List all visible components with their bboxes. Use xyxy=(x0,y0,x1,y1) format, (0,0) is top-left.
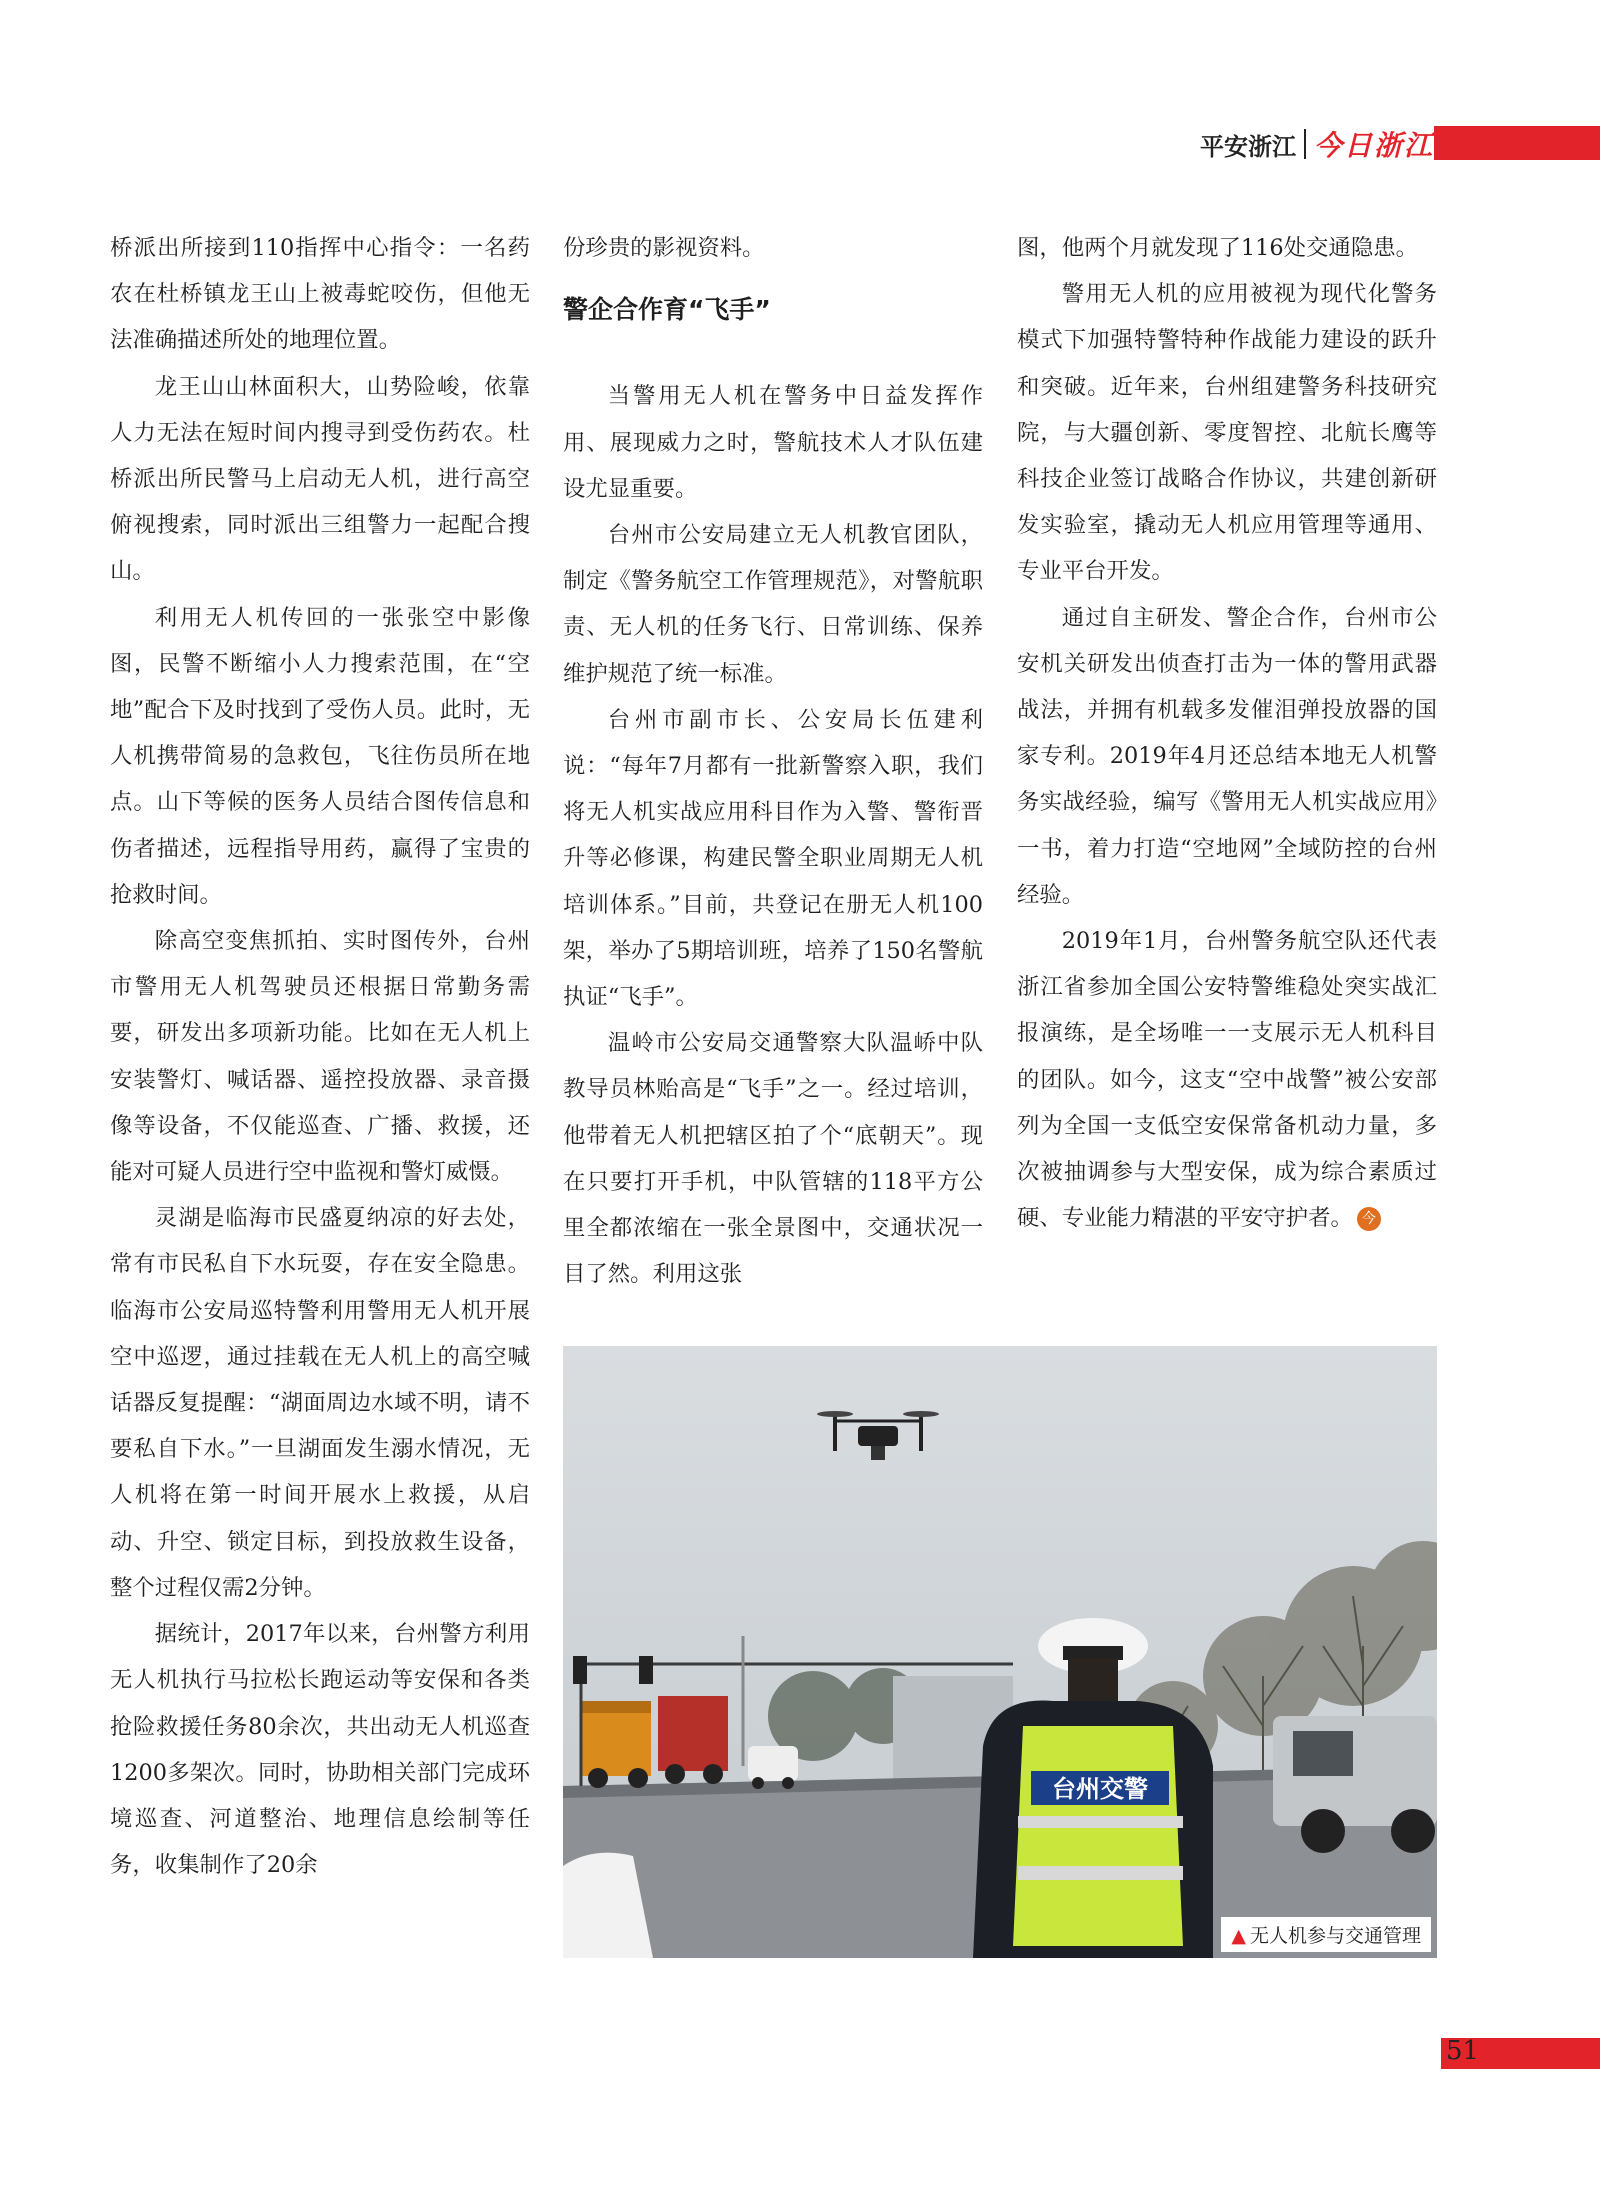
photo-caption xyxy=(1221,1917,1431,1952)
photo-drone-traffic xyxy=(563,1346,1437,1958)
paragraph: 利用无人机传回的一张张空中影像图，民警不断缩小人力搜索范围，在“空地”配合下及时找到了受伤人员。此时，无人机携带简易的急救包，飞往伤员所在地点。山下等候的医务人员结合图传信息和伤者描述，远程指导用药，赢得了宝贵的抢救时间。 xyxy=(110,604,530,908)
section-label: 平安浙江 xyxy=(1200,132,1296,161)
paragraph: 警用无人机的应用被视为现代化警务模式下加强特警特种作战能力建设的跃升和突破。近年来，台州组建警务科技研究院，与大疆创新、零度智控、北航长鹰等科技企业签订战略合作协议，共建创新研发实验室，撬动无人机应用管理等通用、专业平台开发。 xyxy=(1017,281,1437,585)
column-1 xyxy=(110,225,530,1888)
photo-illustration xyxy=(563,1346,1437,1958)
magazine-logo: 今日浙江 xyxy=(1314,129,1435,162)
vest-label: 台州交警 xyxy=(1052,1775,1148,1803)
paragraph: 当警用无人机在警务中日益发挥作用、展现威力之时，警航技术人才队伍建设尤显重要。 xyxy=(563,383,983,502)
caption-text: 无人机参与交通管理 xyxy=(1249,1925,1421,1947)
truck xyxy=(658,1696,728,1784)
header-accent-bar xyxy=(1434,126,1600,160)
column-3 xyxy=(1017,225,1437,1241)
section-heading: 警企合作育“飞手” xyxy=(563,295,771,325)
paragraph: 图，他两个月就发现了116处交通隐患。 xyxy=(1017,235,1418,261)
page-header xyxy=(1200,124,1434,164)
end-mark-icon: 今 xyxy=(1357,1207,1381,1231)
paragraph: 龙王山山林面积大，山势险峻，依靠人力无法在短时间内搜寻到受伤药农。杜桥派出所民警马上启动无人机，进行高空俯视搜索，同时派出三组警力一起配合搜山。 xyxy=(110,373,530,585)
column-2 xyxy=(563,225,983,1297)
paragraph: 桥派出所接到110指挥中心指令：一名药农在杜桥镇龙王山上被毒蛇咬伤，但他无法准确描述所处的地理位置。 xyxy=(110,235,530,354)
paragraph: 通过自主研发、警企合作，台州市公安机关研发出侦查打击为一体的警用武器战法，并拥有机载多发催泪弹投放器的国家专利。2019年4月还总结本地无人机警务实战经验，编写《警用无人机实战应用》一书，着力打造“空地网”全域防控的台州经验。 xyxy=(1017,604,1437,908)
paragraph: 据统计，2017年以来，台州警方利用无人机执行马拉松长跑运动等安保和各类抢险救援任务80余次，共出动无人机巡查1200多架次。同时，协助相关部门完成环境巡查、河道整治、地理信息绘制等任务，收集制作了20余 xyxy=(110,1621,530,1879)
paragraph-text: 2019年1月，台州警务航空队还代表浙江省参加全国公安特警维稳处突实战汇报演练，是全场唯一一支展示无人机科目的团队。如今，这支“空中战警”被公安部列为全国一支低空安保常备机动力量，多次被抽调参与大型安保，成为综合素质过硬、专业能力精湛的平安守护者。 xyxy=(1017,928,1437,1232)
paragraph: 除高空变焦抓拍、实时图传外，台州市警用无人机驾驶员还根据日常勤务需要，研发出多项新功能。比如在无人机上安装警灯、喊话器、遥控投放器、录音摄像等设备，不仅能巡查、广播、救援，还能对可疑人员进行空中监视和警灯威慑。 xyxy=(110,928,530,1186)
paragraph: 灵湖是临海市民盛夏纳凉的好去处，常有市民私自下水玩耍，存在安全隐患。临海市公安局巡特警利用警用无人机开展空中巡逻，通过挂载在无人机上的高空喊话器反复提醒：“湖面周边水域不明，请不要私自下水。”一旦湖面发生溺水情况，无人机将在第一时间开展水上救援，从启动、升空、锁定目标，到投放救生设备，整个过程仅需2分钟。 xyxy=(110,1205,530,1601)
paragraph: 份珍贵的影视资料。 xyxy=(563,235,765,261)
page-number: 51 xyxy=(1446,2036,1480,2066)
paragraph: 台州市副市长、公安局长伍建利说：“每年7月都有一批新警察入职，我们将无人机实战应用科目作为入警、警衔晋升等必修课，构建民警全职业周期无人机培训体系。”目前，共登记在册无人机100架，举办了5期培训班，培养了150名警航执证“飞手”。 xyxy=(563,706,983,1011)
truck xyxy=(581,1701,651,1788)
triangle-icon: ▲ xyxy=(1231,1925,1246,1947)
paragraph: 温岭市公安局交通警察大队温峤中队教导员林贻高是“飞手”之一。经过培训，他带着无人机把辖区拍了个“底朝天”。现在只要打开手机，中队管辖的118平方公里全都浓缩在一张全景图中，交通状况一目了然。利用这张 xyxy=(563,1030,983,1288)
paragraph: 台州市公安局建立无人机教官团队，制定《警务航空工作管理规范》，对警航职责、无人机的任务飞行、日常训练、保养维护规范了统一标准。 xyxy=(563,522,983,687)
paragraph xyxy=(1017,918,1437,1241)
header-divider xyxy=(1304,129,1306,159)
